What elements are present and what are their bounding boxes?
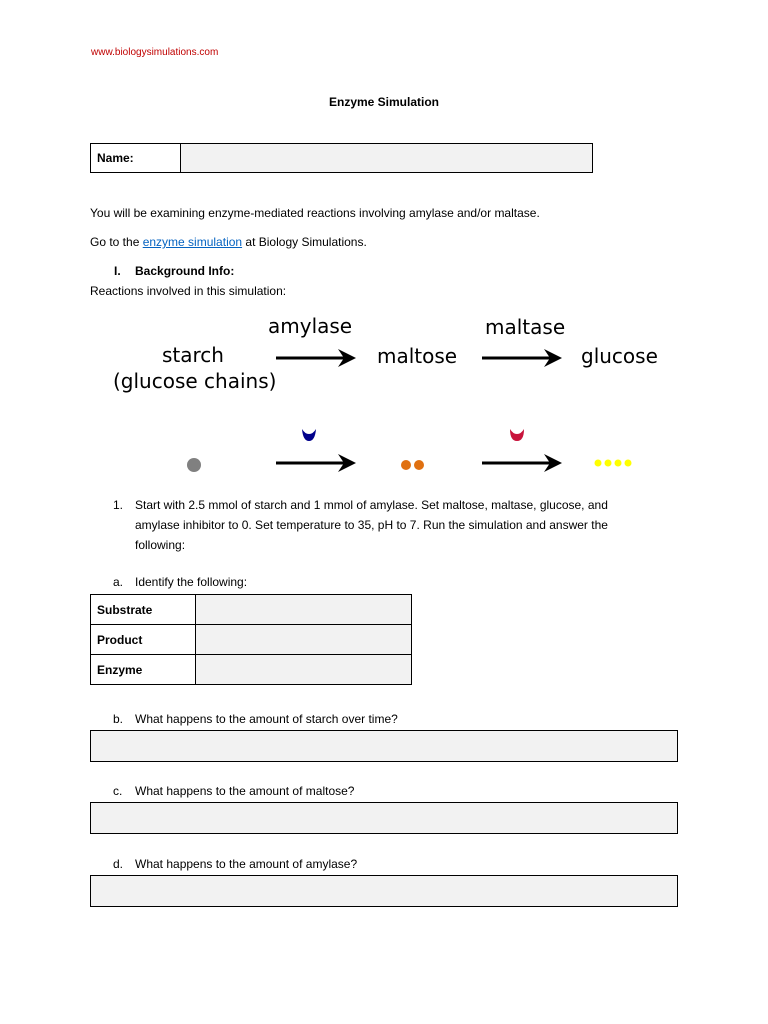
subquestion-b	[113, 712, 398, 726]
glucose-molecule-icon-4	[625, 460, 632, 467]
subquestion-d	[113, 857, 357, 871]
name-label: Name:	[91, 144, 181, 172]
subquestion-a	[113, 575, 247, 589]
name-field-table	[90, 143, 593, 173]
page-title: Enzyme Simulation	[328, 95, 440, 109]
table-row	[91, 625, 412, 655]
product-answer-field[interactable]	[196, 625, 412, 655]
question-1-text: Start with 2.5 mmol of starch and 1 mmol of amylase. Set maltose, maltase, glucose, and amylase inhibitor to 0. Set temperature to 35, pH to 7. Run the simulation and answer the following:	[135, 498, 608, 552]
starch-molecule-icon	[187, 458, 201, 472]
intro-line-2-after: at Biology Simulations.	[242, 235, 367, 249]
subquestion-a-letter: a.	[113, 575, 124, 589]
diagram-starch-label: starch	[162, 343, 224, 367]
enzyme-answer-field[interactable]	[196, 655, 412, 685]
intro-line-2	[90, 235, 367, 249]
diagram-maltose-label: maltose	[377, 344, 458, 368]
site-url-link[interactable]: www.biologysimulations.com	[91, 47, 219, 58]
maltose-molecule-icon-1	[401, 460, 411, 470]
intro-line-1: You will be examining enzyme-mediated reactions involving amylase and/or maltase.	[90, 206, 540, 220]
diagram-starch-note: (glucose chains)	[113, 369, 277, 393]
maltose-molecule-icon-2	[414, 460, 424, 470]
amylase-answer-box[interactable]	[90, 875, 678, 907]
subquestion-d-text: What happens to the amount of amylase?	[135, 857, 358, 871]
text-arrow-4	[482, 454, 562, 472]
section-heading	[114, 264, 234, 278]
text-arrow-1	[276, 349, 356, 367]
enzyme-label: Enzyme	[91, 655, 196, 685]
substrate-answer-field[interactable]	[196, 595, 412, 625]
maltose-answer-box[interactable]	[90, 802, 678, 834]
subquestion-b-letter: b.	[113, 712, 124, 726]
starch-answer-box[interactable]	[90, 730, 678, 762]
subquestion-d-letter: d.	[113, 857, 124, 871]
identify-table	[90, 594, 412, 685]
subquestion-a-text: Identify the following:	[135, 575, 248, 589]
subquestion-c	[113, 784, 354, 798]
subquestion-b-text: What happens to the amount of starch over time?	[135, 712, 398, 726]
text-arrow-3	[276, 454, 356, 472]
section-heading-text: Background Info:	[135, 264, 235, 278]
diagram-maltase-label: maltase	[485, 315, 566, 339]
text-arrow-2	[482, 349, 562, 367]
table-row	[91, 655, 412, 685]
section-subtext: Reactions involved in this simulation:	[90, 284, 287, 298]
subquestion-c-letter: c.	[113, 784, 123, 798]
product-label: Product	[91, 625, 196, 655]
question-1	[113, 495, 653, 555]
maltase-enzyme-icon	[510, 429, 524, 441]
reaction-diagram	[0, 300, 768, 490]
intro-line-2-before: Go to the	[90, 235, 143, 249]
question-1-number: 1.	[113, 498, 124, 512]
substrate-label: Substrate	[91, 595, 196, 625]
glucose-molecule-icon-3	[615, 460, 622, 467]
name-input[interactable]	[181, 144, 592, 172]
diagram-glucose-label: glucose	[581, 344, 658, 368]
subquestion-c-text: What happens to the amount of maltose?	[135, 784, 355, 798]
diagram-amylase-label: amylase	[268, 314, 353, 338]
section-number: I.	[114, 264, 121, 278]
enzyme-simulation-link[interactable]: enzyme simulation	[142, 235, 243, 249]
amylase-enzyme-icon	[302, 429, 316, 441]
table-row	[91, 595, 412, 625]
glucose-molecule-icon-1	[595, 460, 602, 467]
glucose-molecule-icon-2	[605, 460, 612, 467]
